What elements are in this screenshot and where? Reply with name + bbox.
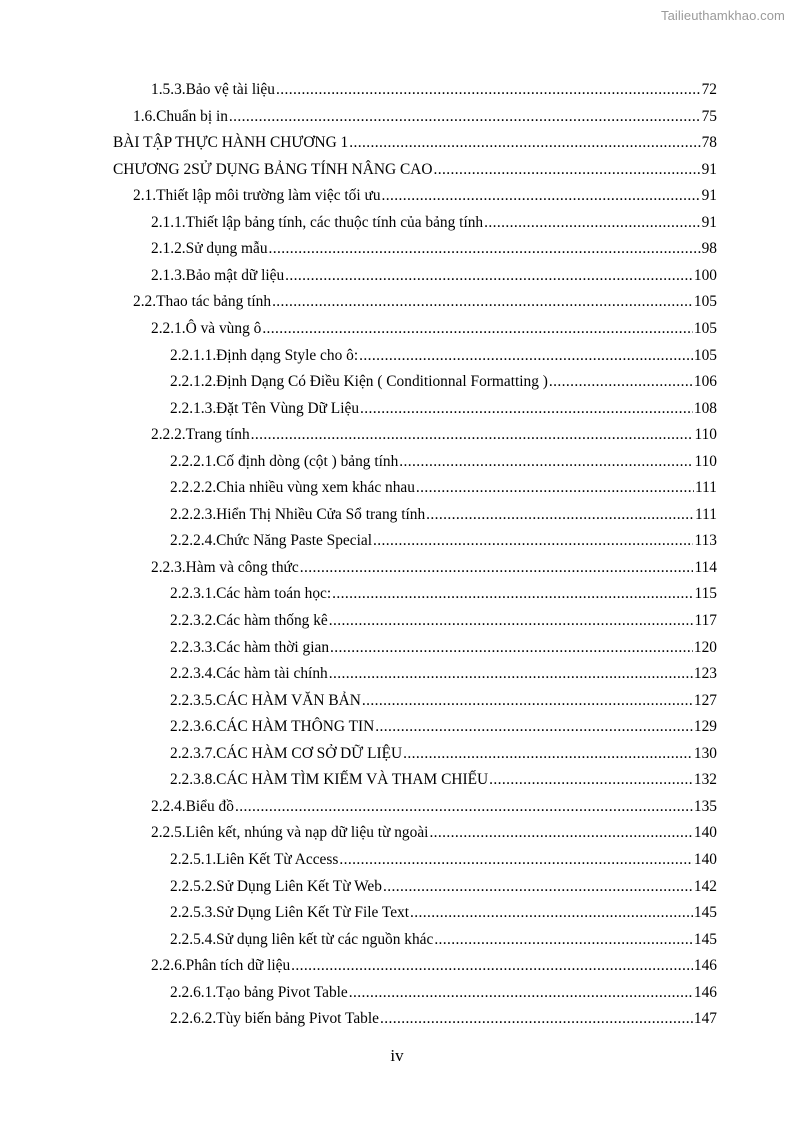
toc-entry-page: 147 xyxy=(693,1010,717,1028)
toc-entry-page: 91 xyxy=(701,160,717,178)
toc-entry-title: Liên Kết Từ Access xyxy=(216,850,339,868)
toc-entry[interactable] xyxy=(133,284,717,310)
dot-leader xyxy=(410,904,693,921)
toc-entry[interactable] xyxy=(170,603,717,629)
toc-entry-title: Ô và vùng ô xyxy=(185,319,262,337)
toc-entry-title: Sử Dụng Liên Kết Từ File Text xyxy=(216,904,410,922)
dot-leader xyxy=(339,851,693,868)
toc-entry[interactable] xyxy=(170,895,717,921)
toc-entry-number: 2.2.6.2. xyxy=(170,1010,217,1028)
dot-leader xyxy=(433,161,700,178)
toc-entry[interactable] xyxy=(170,975,717,1001)
toc-entry-number: 2.2.1. xyxy=(151,319,186,337)
toc-entry[interactable] xyxy=(133,178,717,204)
toc-entry-title: Hàm và công thức xyxy=(185,558,299,576)
toc-entry-title: Định dạng Style cho ô: xyxy=(216,346,359,364)
toc-entry[interactable] xyxy=(151,231,717,257)
toc-entry-title: Thiết lập môi trường làm việc tối ưu xyxy=(156,187,381,205)
dot-leader xyxy=(434,931,693,948)
toc-entry[interactable] xyxy=(170,391,717,417)
toc-entry-number: 2.2.3.7. xyxy=(170,744,217,762)
toc-entry-title: Đặt Tên Vùng Dữ Liệu xyxy=(216,399,360,417)
dot-leader xyxy=(549,373,693,390)
toc-entry-page: 120 xyxy=(693,638,717,656)
dot-leader xyxy=(235,798,693,815)
dot-leader xyxy=(251,426,694,443)
toc-entry-title: Các hàm toán học: xyxy=(216,585,332,603)
toc-entry-page: 75 xyxy=(701,107,717,125)
toc-entry-page: 111 xyxy=(695,479,717,497)
watermark: Tailieuthamkhao.com xyxy=(660,8,785,23)
toc-entry-number: 2.2.6. xyxy=(151,957,186,975)
toc-entry-number: 2.2. xyxy=(133,293,157,311)
dot-leader xyxy=(349,134,700,151)
toc-entry[interactable] xyxy=(151,311,717,337)
toc-entry-number: 2.2.1.3. xyxy=(170,399,217,417)
dot-leader xyxy=(332,585,693,602)
toc-entry-page: 91 xyxy=(701,213,717,231)
toc-entry[interactable] xyxy=(170,842,717,868)
dot-leader xyxy=(383,878,693,895)
toc-entry[interactable] xyxy=(170,576,717,602)
toc-entry-title: Tạo bảng Pivot Table xyxy=(216,983,348,1001)
toc-entry[interactable] xyxy=(151,948,717,974)
dot-leader xyxy=(272,293,693,310)
dot-leader xyxy=(229,108,701,125)
toc-entry-title: Các hàm thời gian xyxy=(216,638,330,656)
toc-entry-number: 2.2.5. xyxy=(151,824,186,842)
toc-entry-number: 2.2.3.6. xyxy=(170,718,217,736)
toc-entry-number: 2.2.5.4. xyxy=(170,930,217,948)
toc-entry-title: CÁC HÀM VĂN BẢN xyxy=(216,691,361,709)
dot-leader xyxy=(262,320,693,337)
dot-leader xyxy=(382,187,701,204)
toc-entry-title: Sử dụng mẫu xyxy=(185,240,268,258)
toc-entry-page: 110 xyxy=(694,426,717,444)
toc-entry-page: 140 xyxy=(693,850,717,868)
toc-entry[interactable] xyxy=(170,656,717,682)
toc-entry-page: 114 xyxy=(694,558,717,576)
toc-entry-number: 2.2.2.3. xyxy=(170,505,217,523)
toc-entry-page: 145 xyxy=(693,904,717,922)
toc-entry[interactable] xyxy=(151,789,717,815)
toc-entry-number: 2.1.3. xyxy=(151,266,186,284)
toc-entry-page: 111 xyxy=(695,505,717,523)
dot-leader xyxy=(362,692,693,709)
toc-entry-page: 113 xyxy=(694,532,717,550)
toc-entry-number: 2.2.6.1. xyxy=(170,983,217,1001)
dot-leader xyxy=(359,347,693,364)
toc-entry[interactable] xyxy=(170,630,717,656)
toc-entry[interactable] xyxy=(170,497,717,523)
dot-leader xyxy=(291,957,693,974)
toc-entry-number: 2.2.1.2. xyxy=(170,373,217,391)
page-number: iv xyxy=(390,1046,404,1065)
dot-leader xyxy=(416,479,694,496)
toc-entry-title: Thiết lập bảng tính, các thuộc tính của bảng tính xyxy=(185,213,484,231)
toc-entry[interactable] xyxy=(133,99,717,125)
toc-entry[interactable] xyxy=(170,736,717,762)
toc-entry-number: 2.2.5.3. xyxy=(170,904,217,922)
toc-entry-title: Phân tích dữ liệu xyxy=(185,957,291,975)
toc-entry-number: 2.2.3.4. xyxy=(170,665,217,683)
toc-entry[interactable] xyxy=(151,550,717,576)
toc-entry-number: 2.2.2.1. xyxy=(170,452,217,470)
toc-entry-page: 78 xyxy=(701,134,717,152)
toc-entry[interactable] xyxy=(170,444,717,470)
toc-entry-page: 72 xyxy=(701,81,717,98)
toc-entry-page: 146 xyxy=(693,983,717,1001)
toc-entry-title: CÁC HÀM CƠ SỞ DỮ LIỆU xyxy=(216,744,403,762)
toc-entry-page: 98 xyxy=(701,240,717,258)
toc-entry-page: 91 xyxy=(701,187,717,205)
toc-entry-page: 105 xyxy=(693,346,717,364)
toc-entry-page: 115 xyxy=(694,585,717,603)
toc-entry[interactable] xyxy=(170,1001,717,1027)
toc-entry-number: 2.1.1. xyxy=(151,213,186,231)
toc-entry-page: 130 xyxy=(693,744,717,762)
toc-entry-title: CÁC HÀM TÌM KIẾM VÀ THAM CHIẾU xyxy=(216,771,489,789)
toc-entry-number: 2.2.2.4. xyxy=(170,532,217,550)
toc-entry-number: 2.2.3.5. xyxy=(170,691,217,709)
toc-entry-number: 2.2.3.8. xyxy=(170,771,217,789)
dot-leader xyxy=(269,240,701,257)
toc-entry-page: 105 xyxy=(693,293,717,311)
toc-entry-number: 2.2.5.1. xyxy=(170,850,217,868)
dot-leader xyxy=(403,745,693,762)
toc-entry[interactable] xyxy=(113,152,717,178)
toc-entry-title: BÀI TẬP THỰC HÀNH CHƯƠNG 1 xyxy=(113,134,349,152)
toc-entry-page: 129 xyxy=(693,718,717,736)
dot-leader xyxy=(426,506,694,523)
toc-entry-title: Hiển Thị Nhiều Cửa Sổ trang tính xyxy=(216,505,426,523)
toc-entry-title: SỬ DỤNG BẢNG TÍNH NÂNG CAO xyxy=(191,160,433,178)
toc-entry-page: 106 xyxy=(693,373,717,391)
toc-entry-number: 2.2.3. xyxy=(151,558,186,576)
toc-entry[interactable] xyxy=(170,869,717,895)
toc-entry-page: 140 xyxy=(693,824,717,842)
toc-entry[interactable] xyxy=(151,815,717,841)
toc-entry-number: 2.1.2. xyxy=(151,240,186,258)
dot-leader xyxy=(373,532,694,549)
dot-leader xyxy=(300,559,694,576)
dot-leader xyxy=(489,771,693,788)
toc-entry-page: 123 xyxy=(693,665,717,683)
toc-entry-title: Các hàm thống kê xyxy=(216,612,328,629)
toc-entry-number: 2.2.2.2. xyxy=(170,479,217,497)
toc-entry[interactable] xyxy=(170,709,717,735)
toc-entry-number: 2.2.1.1. xyxy=(170,346,217,364)
toc-entry-title: Trang tính xyxy=(185,426,250,444)
toc-entry-page: 108 xyxy=(693,399,717,417)
toc-entry-title: Sử dụng liên kết từ các nguồn khác xyxy=(216,930,434,948)
toc-entry-title: Thao tác bảng tính xyxy=(156,293,272,311)
dot-leader xyxy=(349,984,693,1001)
toc-entry-page: 117 xyxy=(694,612,717,629)
toc-entry-number: 2.2.3.2. xyxy=(170,612,217,629)
toc-entry-number: 1.6. xyxy=(133,107,157,125)
toc-entry[interactable] xyxy=(170,762,717,788)
toc-entry-title: Bảo mật dữ liệu xyxy=(185,266,285,284)
toc-entry[interactable] xyxy=(151,417,717,443)
dot-leader xyxy=(329,665,693,682)
toc-entry-number: 2.2.3.1. xyxy=(170,585,217,603)
dot-leader xyxy=(399,453,693,470)
toc-entry-page: 146 xyxy=(693,957,717,975)
toc-entry[interactable] xyxy=(151,72,717,98)
toc-entry[interactable] xyxy=(151,205,717,231)
toc-entry-number: 1.5.3. xyxy=(151,81,186,98)
dot-leader xyxy=(276,81,701,98)
dot-leader xyxy=(375,718,693,735)
toc-entry-title: Chuẩn bị in xyxy=(156,107,228,125)
toc-entry[interactable] xyxy=(170,338,717,364)
toc-entry-title: Cố định dòng (cột ) bảng tính xyxy=(216,452,399,470)
toc-entry-title: Liên kết, nhúng và nạp dữ liệu từ ngoài xyxy=(185,824,429,842)
toc-entry[interactable] xyxy=(170,683,717,709)
toc-entry-title: Sử Dụng Liên Kết Từ Web xyxy=(216,877,382,895)
toc-entry-page: 127 xyxy=(693,691,717,709)
dot-leader xyxy=(285,267,693,284)
toc-entry-number: 2.2.3.3. xyxy=(170,638,217,656)
toc-entry-page: 110 xyxy=(694,452,717,470)
toc-entry[interactable] xyxy=(113,125,717,151)
toc-entry[interactable] xyxy=(170,470,717,496)
dot-leader xyxy=(330,639,693,656)
toc-entry[interactable] xyxy=(151,258,717,284)
toc-entry-title: Tùy biến bảng Pivot Table xyxy=(216,1010,379,1028)
toc-entry-number: 2.2.4. xyxy=(151,797,186,815)
toc-entry-title: Bảo vệ tài liệu xyxy=(185,81,275,98)
toc-entry-number: CHƯƠNG 2 xyxy=(113,160,192,178)
toc-entry-title: Định Dạng Có Điều Kiện ( Conditionnal Formatting ) xyxy=(216,373,548,391)
dot-leader xyxy=(329,612,694,629)
toc-entry[interactable] xyxy=(170,523,717,549)
toc-entry-page: 142 xyxy=(693,877,717,895)
toc-entry-number: 2.2.5.2. xyxy=(170,877,217,895)
toc-entry-page: 100 xyxy=(693,266,717,284)
toc-entry-number: 2.2.2. xyxy=(151,426,186,444)
dot-leader xyxy=(429,824,692,841)
toc-entry[interactable] xyxy=(170,922,717,948)
toc-entry-page: 105 xyxy=(693,319,717,337)
dot-leader xyxy=(360,400,693,417)
dot-leader xyxy=(484,214,701,231)
dot-leader xyxy=(380,1010,693,1027)
toc-entry-page: 132 xyxy=(693,771,717,789)
toc-entry-title: CÁC HÀM THÔNG TIN xyxy=(216,718,375,736)
toc-entry-number: 2.1. xyxy=(133,187,157,205)
toc-entry-title: Biểu đồ xyxy=(185,797,234,815)
toc-entry-title: Các hàm tài chính xyxy=(216,665,328,683)
toc-entry-title: Chia nhiều vùng xem khác nhau xyxy=(216,479,415,497)
toc-entry[interactable] xyxy=(170,364,717,390)
toc-entry-page: 135 xyxy=(693,797,717,815)
toc-entry-title: Chức Năng Paste Special xyxy=(216,532,372,550)
toc-entry-page: 145 xyxy=(693,930,717,948)
